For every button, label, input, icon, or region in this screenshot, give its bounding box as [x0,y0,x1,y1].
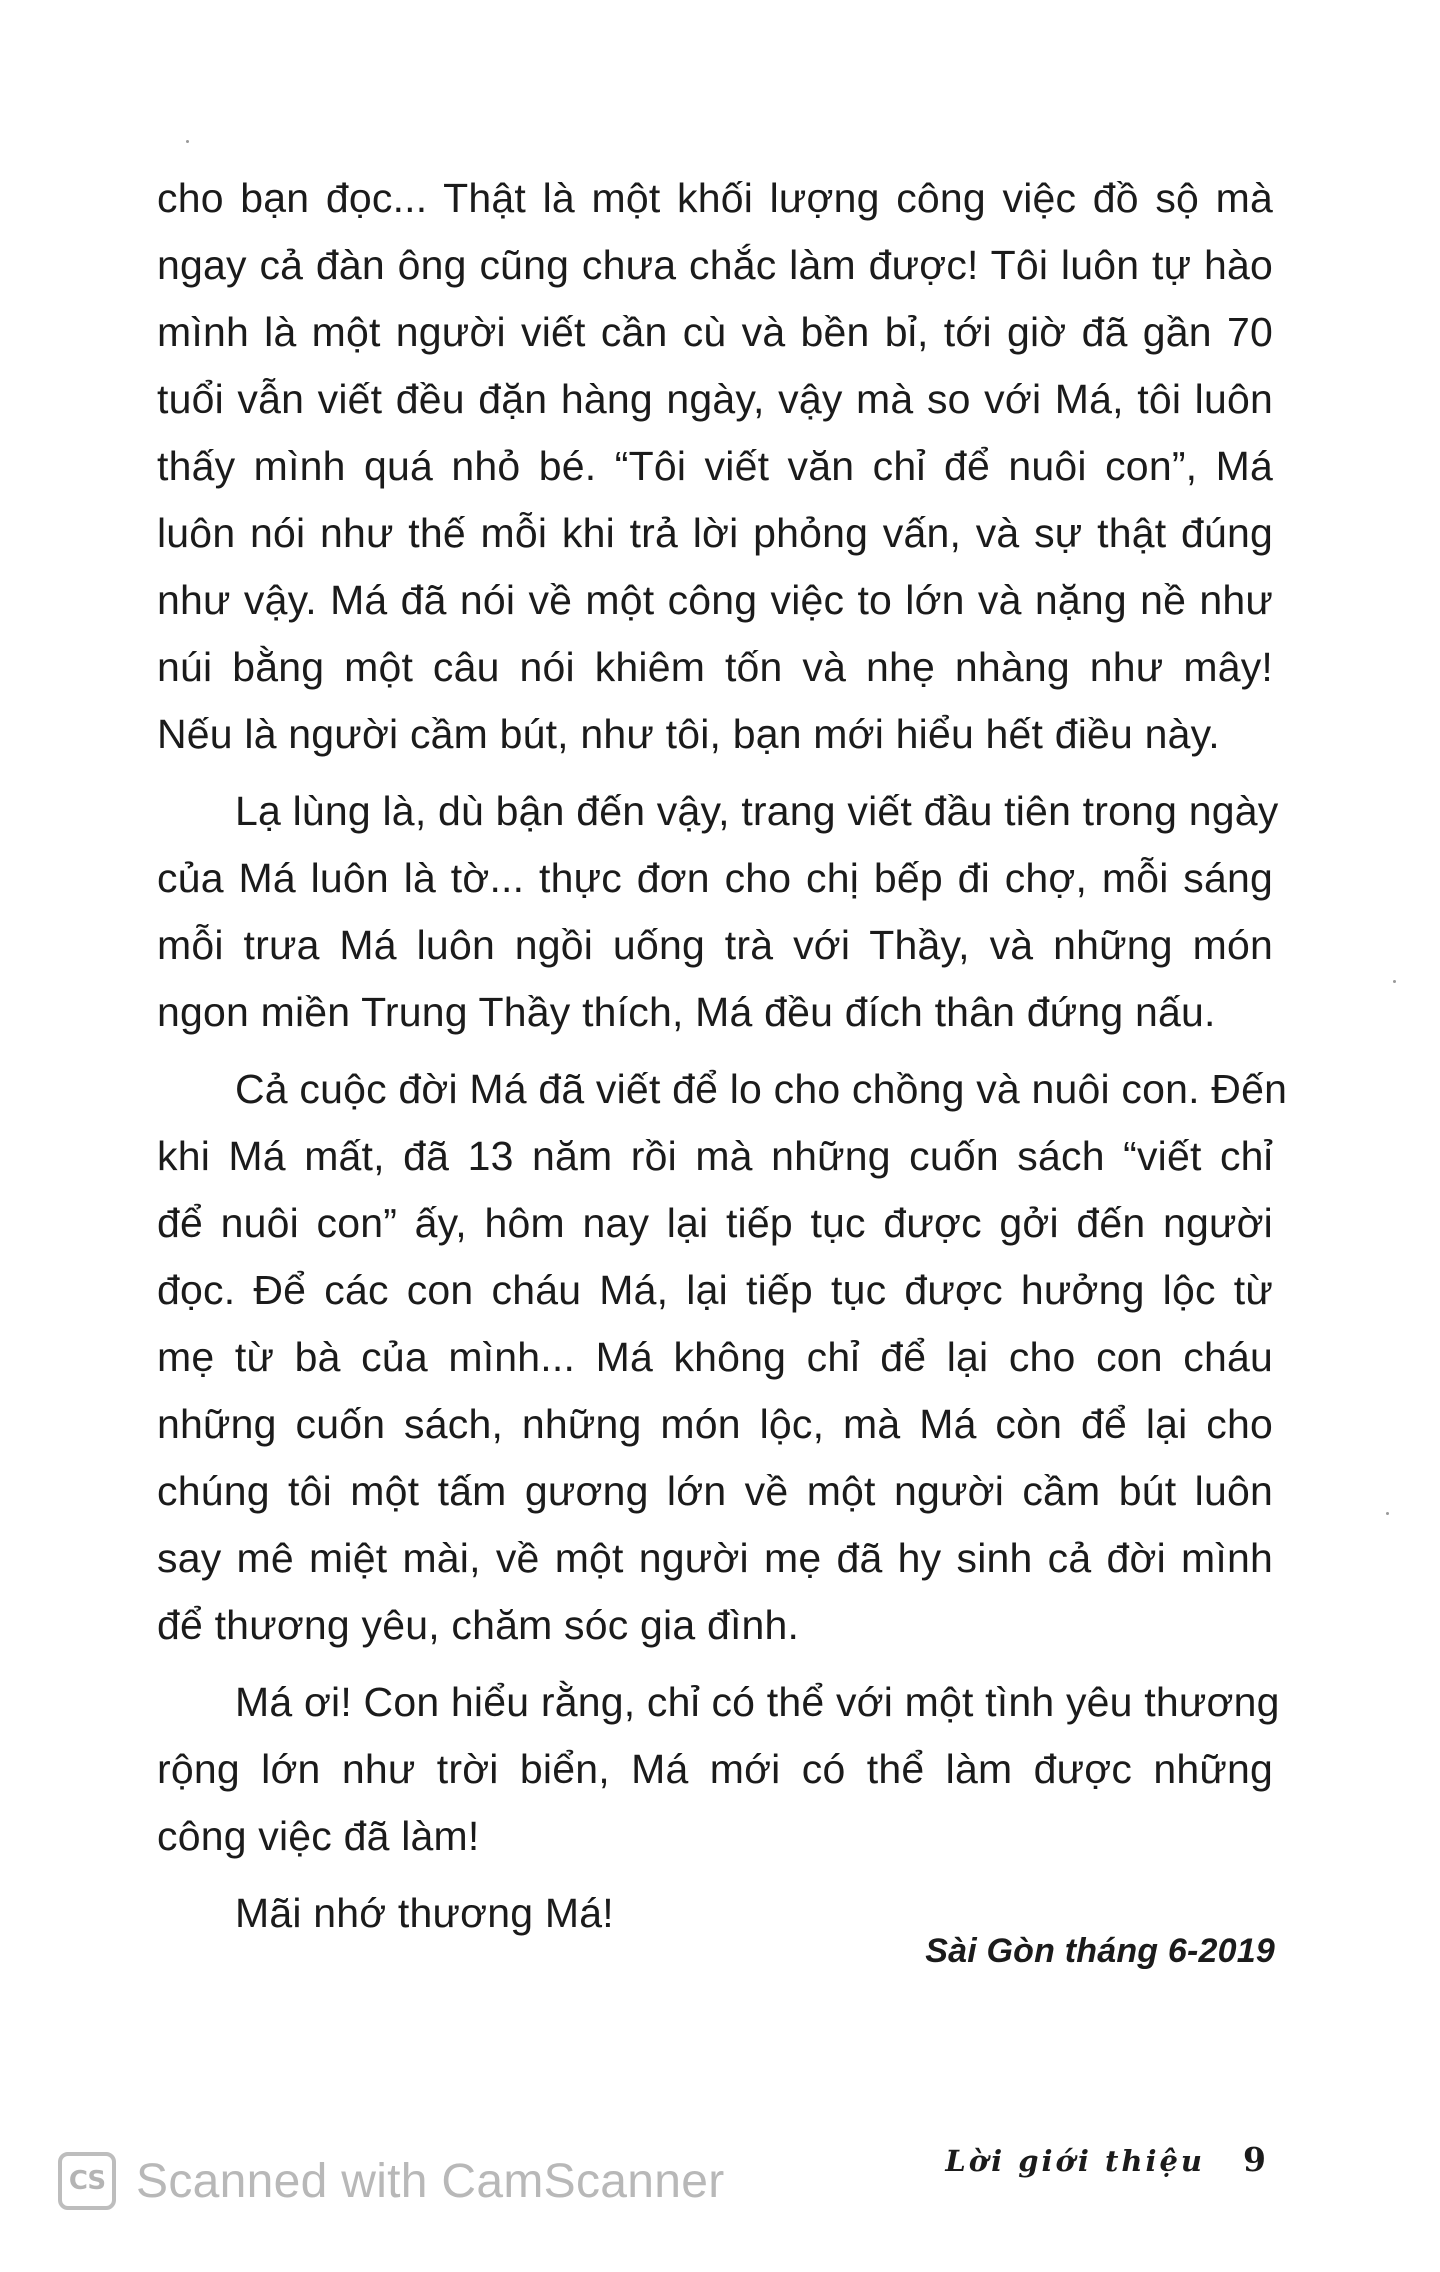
text-line: cho bạn đọc... Thật là một khối lượng công việc đồ sộ mà [157,175,1273,221]
text-line: đọc. Để các con cháu Má, lại tiếp tục được hưởng lộc từ [157,1267,1273,1313]
camscanner-logo-icon: CS [58,2152,116,2210]
scan-speck [186,140,189,143]
text-line: để nuôi con” ấy, hôm nay lại tiếp tục được gởi đến người [157,1200,1273,1246]
text-line: mình là một người viết cần cù và bền bỉ, tới giờ đã gần 70 [157,309,1273,355]
running-section-title: Lời giới thiệu [945,2144,1206,2178]
text-line: ngon miền Trung Thầy thích, Má đều đích thân đứng nấu. [157,989,1216,1035]
paragraph-1 [157,165,1273,768]
text-line: những cuốn sách, những món lộc, mà Má còn để lại cho [157,1401,1273,1447]
paragraph-2 [157,778,1279,1046]
text-line: luôn nói như thế mỗi khi trả lời phỏng vấn, và sự thật đúng [157,510,1273,556]
text-line: rộng lớn như trời biển, Má mới có thể làm được những [157,1746,1273,1792]
text-line: ngay cả đàn ông cũng chưa chắc làm được! Tôi luôn tự hào [157,242,1273,288]
scan-speck [1393,980,1396,983]
text-line: chúng tôi một tấm gương lớn về một người cầm bút luôn [157,1468,1273,1514]
text-line: Lạ lùng là, dù bận đến vậy, trang viết đầu tiên trong ngày [235,788,1279,834]
text-line: Mãi nhớ thương Má! [235,1890,614,1936]
text-line: của Má luôn là tờ... thực đơn cho chị bếp đi chợ, mỗi sáng [157,855,1273,901]
paragraph-4 [157,1669,1280,1870]
text-line: như vậy. Má đã nói về một công việc to lớn và nặng nề như [157,577,1273,623]
watermark-text: Scanned with CamScanner [136,2154,725,2208]
text-line: mỗi trưa Má luôn ngồi uống trà với Thầy, và những món [157,922,1273,968]
page-number: 9 [1243,2140,1266,2179]
text-line: Cả cuộc đời Má đã viết để lo cho chồng và nuôi con. Đến [235,1066,1288,1112]
paragraph-3 [157,1056,1288,1659]
text-line: tuổi vẫn viết đều đặn hàng ngày, vậy mà so với Má, tôi luôn [157,376,1273,422]
text-line: mẹ từ bà của mình... Má không chỉ để lại cho con cháu [157,1334,1273,1380]
camscanner-watermark [58,2152,725,2210]
text-line: Má ơi! Con hiểu rằng, chỉ có thể với một tình yêu thương [235,1679,1280,1725]
text-line: say mê miệt mài, về một người mẹ đã hy sinh cả đời mình [157,1535,1273,1581]
signature-place-date: Sài Gòn tháng 6-2019 [925,1932,1275,1970]
text-line: thấy mình quá nhỏ bé. “Tôi viết văn chỉ để nuôi con”, Má [157,443,1273,489]
page-footer [945,2140,1266,2179]
scan-speck [1386,1512,1389,1515]
text-line: Nếu là người cầm bút, như tôi, bạn mới hiểu hết điều này. [157,711,1220,757]
text-line: để thương yêu, chăm sóc gia đình. [157,1602,800,1648]
text-line: khi Má mất, đã 13 năm rồi mà những cuốn sách “viết chỉ [157,1133,1273,1179]
body-text [157,165,1288,1947]
text-line: núi bằng một câu nói khiêm tốn và nhẹ nhàng như mây! [157,644,1273,690]
text-line: công việc đã làm! [157,1813,480,1859]
